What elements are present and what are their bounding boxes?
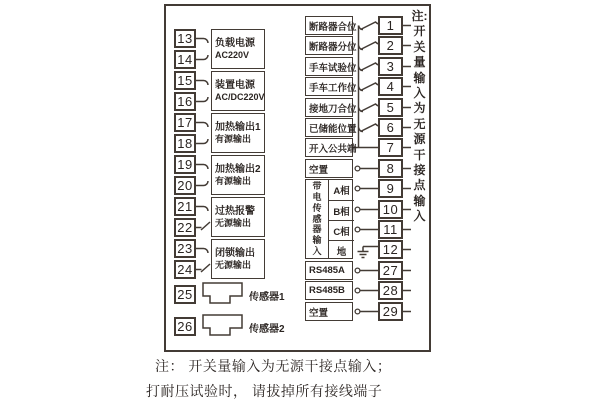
side-note-char: 输 [413, 193, 426, 208]
label-line2: 无源输出 [215, 259, 252, 270]
terminal-20: 20 [174, 176, 196, 195]
side-note-char: 输 [413, 70, 426, 85]
phase-cell-12: 地 [329, 240, 354, 260]
vertical-label-char: 感 [312, 213, 322, 224]
label-box-19-20 [211, 155, 265, 195]
side-note-char: 入 [413, 209, 426, 224]
terminal-13: 13 [174, 29, 196, 48]
terminal-12: 12 [378, 240, 403, 259]
vertical-label-char: 输 [312, 235, 322, 246]
side-note-char: 接 [413, 163, 426, 178]
input-label-7: 开入公共端 [305, 138, 353, 157]
terminal-23: 23 [174, 239, 196, 258]
terminal-1: 1 [378, 16, 403, 35]
terminal-19: 19 [174, 155, 196, 174]
input-label-5: 接地刀合位 [305, 98, 353, 117]
terminal-29: 29 [378, 302, 403, 321]
side-note-char: 为 [413, 101, 426, 116]
terminal-4: 4 [378, 77, 403, 96]
terminal-5: 5 [378, 98, 403, 117]
label-box-13-14 [211, 29, 265, 69]
terminal-26: 26 [174, 317, 196, 336]
label-line2: 有源输出 [215, 175, 252, 186]
input-label-2: 断路器分位 [305, 36, 353, 55]
input-label-4: 手车工作位 [305, 77, 353, 96]
input-label-27: RS485A [305, 261, 353, 280]
terminal-11: 11 [378, 220, 403, 239]
side-note-char: 关 [413, 39, 426, 54]
terminal-18: 18 [174, 134, 196, 153]
side-note-char: 源 [413, 132, 426, 147]
terminal-10: 10 [378, 200, 403, 219]
bottom-note-line2: 打耐压试验时， 请拔掉所有接线端子 [146, 383, 383, 399]
label-line2: AC/DC220V [215, 91, 265, 102]
label-line1: 装置电源 [215, 79, 255, 91]
terminal-22: 22 [174, 218, 196, 237]
vertical-label-char: 入 [312, 245, 322, 256]
terminal-17: 17 [174, 113, 196, 132]
label-line2: 无源输出 [215, 217, 252, 228]
terminal-6: 6 [378, 118, 403, 137]
input-label-29: 空置 [305, 302, 353, 321]
input-label-8: 空置 [305, 159, 353, 178]
input-label-1: 断路器合位 [305, 16, 353, 35]
label-box-17-18 [211, 113, 265, 153]
label-box-23-24 [211, 239, 265, 279]
label-box-15-16 [211, 71, 265, 111]
terminal-15: 15 [174, 71, 196, 90]
terminal-27: 27 [378, 261, 403, 280]
side-note-char: 量 [413, 55, 426, 70]
input-label-3: 手车试验位 [305, 57, 353, 76]
terminal-21: 21 [174, 197, 196, 216]
label-line2: AC220V [215, 49, 250, 60]
terminal-14: 14 [174, 50, 196, 69]
side-note-char: 入 [413, 86, 426, 101]
terminal-16: 16 [174, 92, 196, 111]
terminal-9: 9 [378, 179, 403, 198]
sensor-label-1: 传感器1 [249, 292, 285, 303]
terminal-7: 7 [378, 138, 403, 157]
terminal-3: 3 [378, 57, 403, 76]
label-box-21-22 [211, 197, 265, 237]
bottom-note-line1: 注： 开关量输入为无源干接点输入； [155, 358, 392, 374]
label-line1: 加热输出2 [215, 163, 261, 175]
phase-cell-10: B相 [329, 200, 354, 220]
label-line1: 闭锁输出 [215, 247, 255, 259]
terminal-24: 24 [174, 260, 196, 279]
phase-sensor-group [305, 179, 353, 259]
label-line1: 加热输出1 [215, 121, 261, 133]
label-line1: 过热报警 [215, 205, 255, 217]
input-label-28: RS485B [305, 281, 353, 300]
vertical-label-char: 带 [312, 181, 322, 192]
side-note-char: 开 [413, 24, 426, 39]
side-note-char: 无 [413, 116, 426, 131]
terminal-25: 25 [174, 285, 196, 304]
vertical-label-char: 器 [312, 224, 322, 235]
side-note-char: 注: [411, 9, 428, 23]
terminal-2: 2 [378, 36, 403, 55]
phase-cell-11: C相 [329, 220, 354, 240]
input-label-6: 已储能位置 [305, 118, 353, 137]
side-note-char: 点 [413, 178, 426, 193]
label-line1: 负载电源 [215, 37, 255, 49]
terminal-28: 28 [378, 281, 403, 300]
terminal-8: 8 [378, 159, 403, 178]
vertical-label-char: 电 [312, 192, 322, 202]
sensor-label-2: 传感器2 [249, 324, 285, 335]
label-line2: 有源输出 [215, 133, 252, 144]
phase-group-vertical-label [306, 180, 329, 258]
phase-cell-9: A相 [333, 186, 350, 197]
bottom-note [146, 356, 391, 400]
vertical-label-char: 传 [312, 202, 322, 213]
side-note-vertical [409, 9, 430, 225]
side-note-char: 干 [413, 147, 426, 162]
